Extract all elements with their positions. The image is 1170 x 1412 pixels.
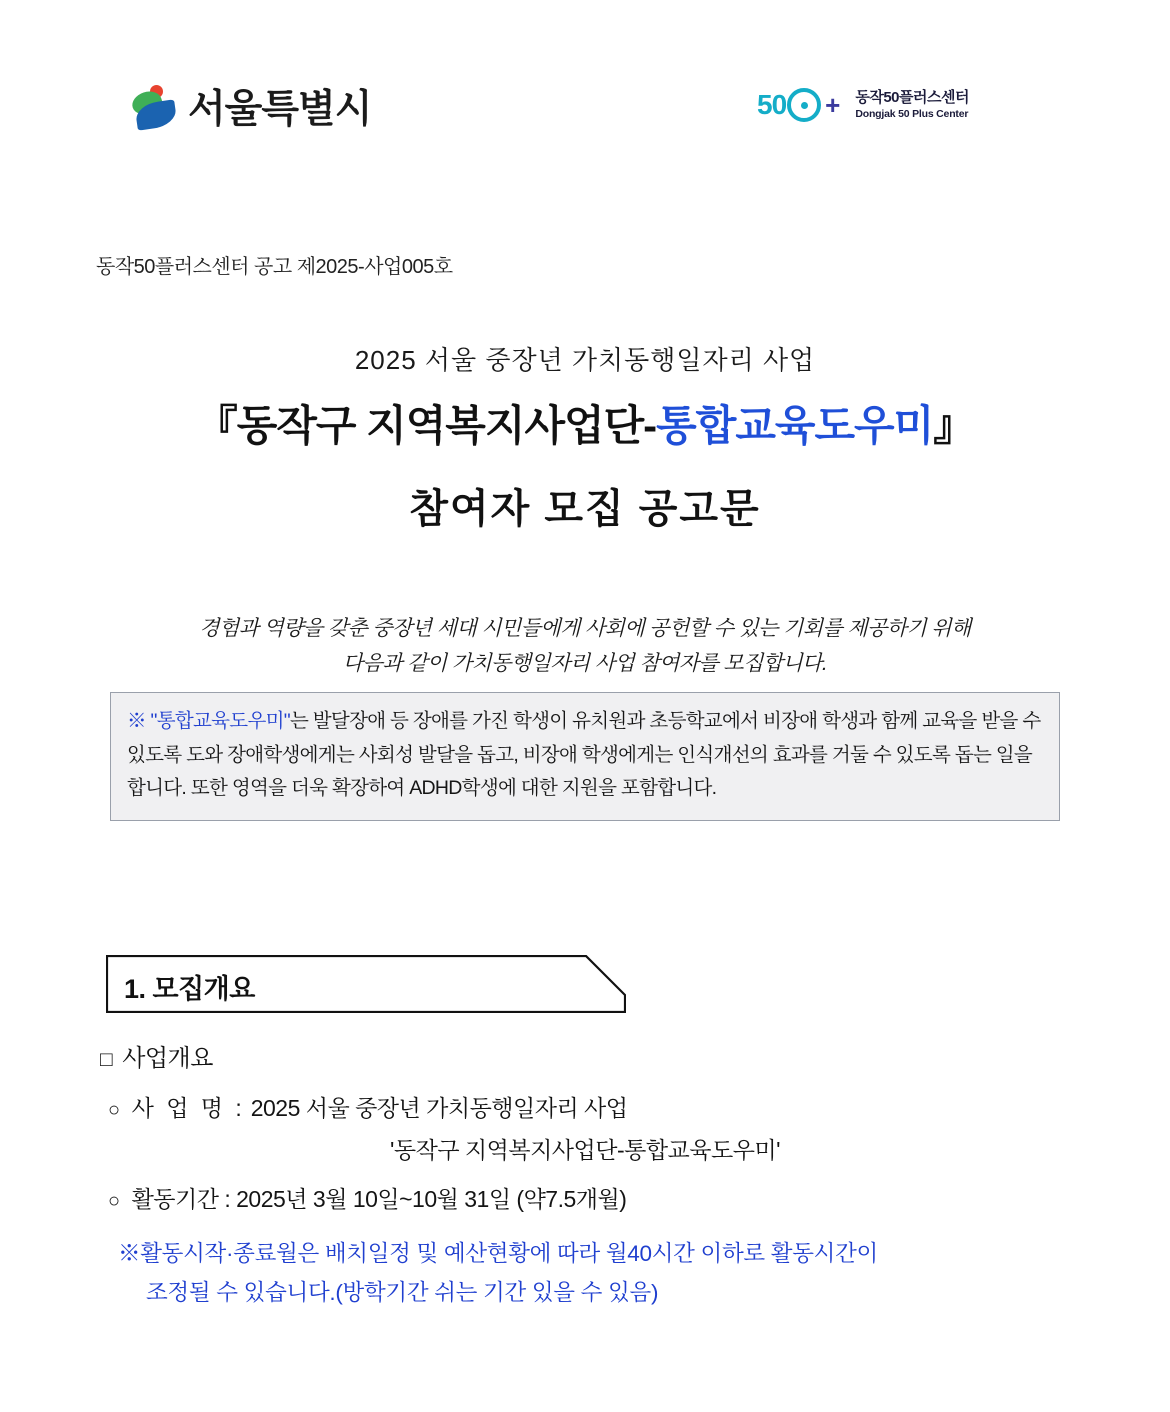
plus-sign: + (825, 89, 840, 120)
title-main-accent: 통합교육도우미 (656, 402, 934, 449)
notice-number: 동작50플러스센터 공고 제2025-사업005호 (96, 256, 453, 278)
seoul-logo-wordmark: 서울특별시 (188, 88, 372, 131)
period-note-line-2: 조정될 수 있습니다.(방학기간 쉬는 기간 있을 수 있음) (146, 1280, 659, 1306)
list-item-period (100, 1182, 1100, 1218)
intro-line-2: 다음과 같이 가치동행일자리 사업 참여자를 모집합니다. (342, 651, 828, 675)
intro-line-1: 경험과 역량을 갖춘 중장년 세대 시민들에게 사회에 공헌할 수 있는 기회를 제공하기 위해 (199, 617, 971, 640)
section-heading (106, 955, 626, 1013)
asterisk-icon: ※ (127, 710, 146, 732)
seoul-city-logo (132, 78, 371, 134)
section-body (100, 1040, 1100, 1323)
circle-bullet-icon: ○ (108, 1190, 120, 1213)
circle-bullet-icon: ○ (108, 1099, 120, 1122)
list-item-business-name (100, 1091, 1100, 1127)
period-value: 2025년 3월 10일~10월 31일 (약7.5개월) (236, 1186, 627, 1213)
square-bullet-icon: □ (100, 1048, 113, 1071)
business-name-value: 2025 서울 중장년 가치동행일자리 사업 (250, 1095, 628, 1122)
section-heading-label: 1. 모집개요 (124, 974, 255, 1004)
definition-term: "통합교육도우미" (150, 710, 290, 732)
dongjak-name-en: Dongjak 50 Plus Center (855, 107, 969, 120)
definition-note-box (110, 692, 1060, 821)
subsection-overview (100, 1040, 1100, 1077)
period-label: 활동기간 : (131, 1186, 231, 1213)
period-note (118, 1234, 1100, 1313)
seoul-emblem-icon (132, 82, 178, 130)
definition-note-text (127, 705, 1043, 806)
ring-icon (787, 88, 821, 122)
title-small: 2025 서울 중장년 가치동행일자리 사업 (354, 345, 816, 375)
definition-body: 는 발달장애 등 장애를 가진 학생이 유치원과 초등학교에서 비장애 학생과 함께 교육을 받을 수 있도록 도와 장애학생에게는 사회성 발달을 돕고, 비장애 학생에게는 인식개선의 효과를 거둘 수 있도록 돕는 일을 합니다. 또한 영역을 더욱 확장하여 ADHD학생에 대한 지원을 포함합니다. (127, 710, 1041, 800)
document-header (0, 70, 1170, 150)
fifty-number: 50 (757, 89, 787, 120)
title-main-prefix: 『동작구 지역복지사업단- (195, 402, 657, 449)
business-name-label: 사 업 명 : (131, 1095, 245, 1122)
fifty-plus-icon (757, 88, 839, 122)
dongjak-name-kr: 동작50플러스센터 (855, 89, 969, 107)
subsection-overview-label: 사업개요 (122, 1045, 213, 1072)
intro-paragraph (0, 612, 1170, 681)
period-note-line-1: ※활동시작·종료월은 배치일정 및 예산현황에 따라 월40시간 이하로 활동시간이 (118, 1241, 878, 1267)
title-sub: 참여자 모집 공고문 (409, 487, 761, 531)
dongjak-logo-names (849, 89, 969, 121)
page-title (0, 393, 1170, 453)
title-main-suffix: 』 (933, 402, 975, 449)
title-block (0, 340, 1170, 534)
dongjak-center-logo (757, 88, 969, 122)
business-name-quote: '동작구 지역복지사업단-통합교육도우미' (390, 1136, 781, 1163)
